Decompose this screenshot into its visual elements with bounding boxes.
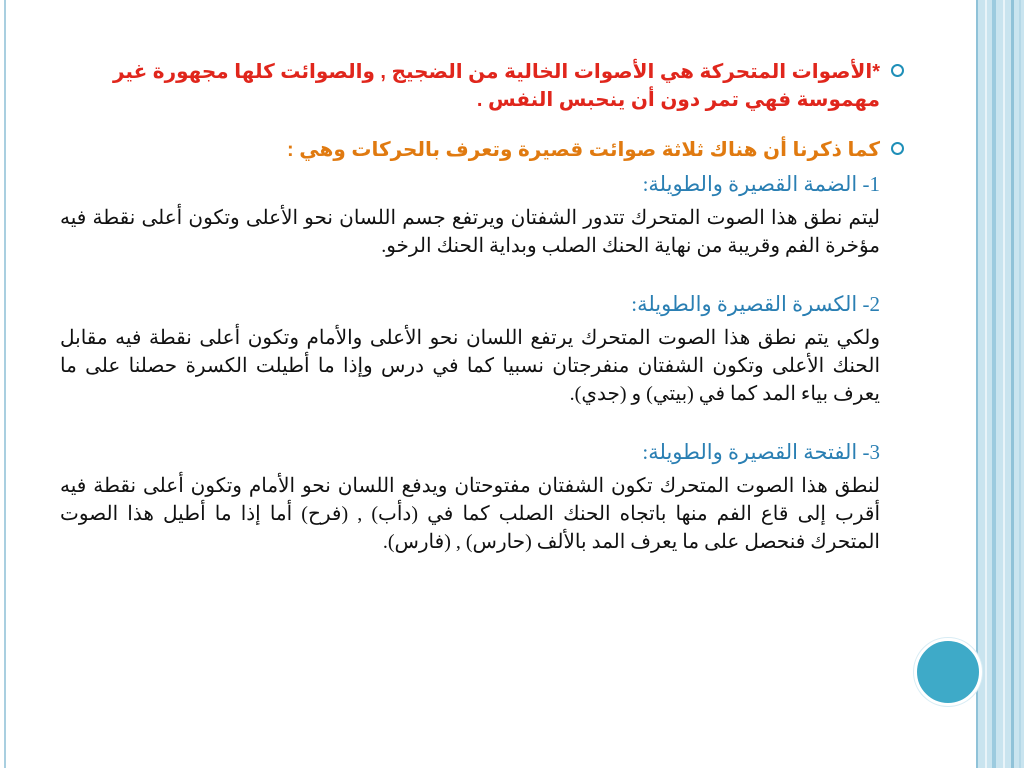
decor-stripe: [1003, 0, 1005, 768]
bullet-circle-icon: [891, 64, 904, 77]
decor-stripe: [1011, 0, 1014, 768]
section-body-damma: ليتم نطق هذا الصوت المتحرك تتدور الشفتان ويرتفع جسم اللسان نحو الأعلى وتكون أعلى نقطة فيه مؤخرة الفم وقريبة من نهاية الحنك الصلب وبداية الحنك الرخو.: [60, 207, 880, 257]
decorative-circle: [914, 638, 982, 706]
decor-stripe: [1019, 0, 1021, 768]
right-decorative-band: [976, 0, 1024, 768]
bullet-item: [60, 58, 880, 114]
decor-stripe: [992, 0, 996, 768]
section-heading-fatha: 3- الفتحة القصيرة والطويلة:: [642, 440, 880, 464]
section-body-kasra: ولكي يتم نطق هذا الصوت المتحرك يرتفع اللسان نحو الأعلى والأمام وتكون أعلى نقطة فيه مقابل الحنك الأعلى وتكون الشفتان منفرجتان نسبيا كما في درس وإذا ما أطيلت الكسرة حصلنا على ما يعرف بياء المد كما في (بيتي) و (جدي).: [60, 327, 880, 405]
bullet-text-short-vowels-intro: كما ذكرنا أن هناك ثلاثة صوائت قصيرة وتعرف بالحركات وهي :: [287, 139, 880, 161]
bullet-item: [60, 136, 880, 164]
slide-content: [60, 58, 880, 556]
section-heading-damma: 1- الضمة القصيرة والطويلة:: [642, 172, 880, 196]
bullet-text-vowels-definition: *الأصوات المتحركة هي الأصوات الخالية من الضجيج , والصوائت كلها مجهورة غير مهموسة فهي تمر دون أن ينحبس النفس .: [112, 61, 880, 111]
section-body-fatha: لنطق هذا الصوت المتحرك تكون الشفتان مفتوحتان ويدفع اللسان نحو الأمام وتكون أعلى نقطة فيه أقرب إلى قاع الفم منها باتجاه الحنك الصلب كما في (دأب) , (فرح) أما إذا ما أطيل هذا الصوت المتحرك فنحصل على ما يعرف المد بالألف (حارس) , (فارس).: [60, 475, 880, 553]
section-heading-kasra: 2- الكسرة القصيرة والطويلة:: [631, 292, 880, 316]
bullet-circle-icon: [891, 142, 904, 155]
decor-stripe: [985, 0, 987, 768]
left-border-line: [4, 0, 6, 768]
